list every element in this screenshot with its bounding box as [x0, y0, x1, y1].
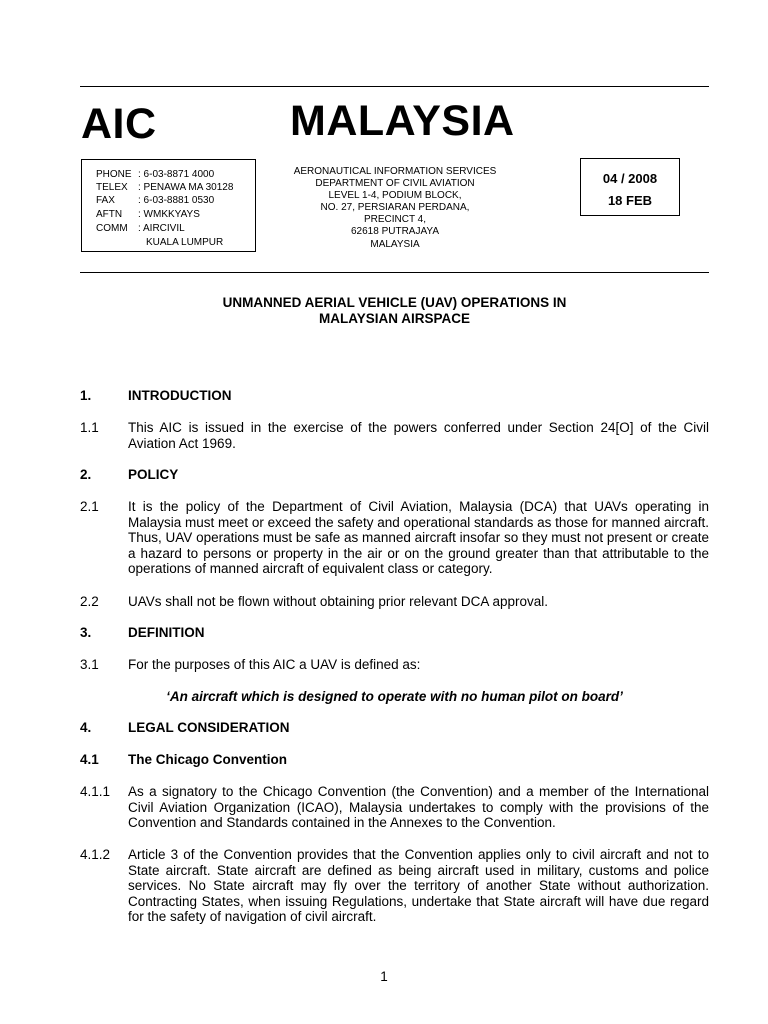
- address-line: NO. 27, PERSIARAN PERDANA,: [320, 202, 470, 214]
- header-bottom-rule: [80, 272, 709, 273]
- page-number: 1: [380, 969, 388, 984]
- uav-definition-quote: ‘An aircraft which is designed to operate with no human pilot on board’: [166, 689, 623, 704]
- subsection-number: 4.1: [80, 752, 99, 767]
- address-line: LEVEL 1-4, PODIUM BLOCK,: [328, 190, 462, 202]
- paragraph-3-1: For the purposes of this AIC a UAV is defined as:: [128, 657, 421, 672]
- address-block: [280, 166, 510, 251]
- paragraph-number: 2.1: [80, 499, 99, 514]
- paragraph-1-1: This AIC is issued in the exercise of the powers conferred under Section 24[O] of the Civil Aviation Act 1969.: [128, 420, 709, 451]
- section-number: 1.: [80, 388, 92, 403]
- document-title: [80, 295, 709, 327]
- section-number: 4.: [80, 720, 92, 735]
- section-heading-definition: DEFINITION: [128, 625, 205, 640]
- aic-title: AIC: [81, 100, 157, 148]
- section-heading-introduction: INTRODUCTION: [128, 388, 232, 403]
- top-rule: [80, 86, 709, 87]
- address-line: AERONAUTICAL INFORMATION SERVICES: [293, 166, 497, 177]
- issue-number: 04 / 2008: [602, 171, 658, 186]
- contact-city: KUALA LUMPUR: [146, 237, 224, 248]
- paragraph-number: 2.2: [80, 594, 99, 609]
- address-line: MALAYSIA: [370, 238, 420, 250]
- address-line: 62618 PUTRAJAYA: [350, 226, 439, 238]
- issue-box: [580, 158, 680, 216]
- section-heading-legal: LEGAL CONSIDERATION: [128, 720, 290, 735]
- address-line: DEPARTMENT OF CIVIL AVIATION: [315, 178, 475, 190]
- paragraph-number: 3.1: [80, 657, 99, 672]
- paragraph-2-1: It is the policy of the Department of Civil Aviation, Malaysia (DCA) that UAVs operating in Malaysia must meet or exceed the safety and operational standards as those for manned aircraft. Thus, UAV operations must be safe as manned aircraft insofar so they must not present or create a hazard to persons or property in the air or on the ground greater than that attributable to the operations of manned aircraft of equivalent class or category.: [128, 499, 709, 576]
- address-line: PRECINCT 4,: [363, 214, 427, 226]
- contact-fax: FAX : 6-03-8881 0530: [96, 195, 215, 206]
- contact-comm: COMM : AIRCIVIL: [96, 223, 185, 234]
- contact-box: [81, 159, 256, 252]
- subsection-heading-chicago: The Chicago Convention: [128, 752, 288, 767]
- paragraph-number: 1.1: [80, 420, 99, 435]
- paragraph-number: 4.1.2: [80, 847, 111, 862]
- section-number: 3.: [80, 625, 92, 640]
- country-title: MALAYSIA: [290, 97, 515, 145]
- section-heading-policy: POLICY: [128, 467, 179, 482]
- paragraph-4-1-1: As a signatory to the Chicago Convention (the Convention) and a member of the International Civil Aviation Organization (ICAO), Malaysia undertakes to comply with the provisions of the Convention and Standards contained in the Annexes to the Convention.: [128, 784, 709, 830]
- title-line-2: MALAYSIAN AIRSPACE: [318, 311, 471, 326]
- paragraph-4-1-2: Article 3 of the Convention provides that the Convention applies only to civil aircraft and not to State aircraft. State aircraft are defined as being aircraft used in military, customs and police services. No State aircraft may fly over the territory of another State without authorization. Contracting States, when issuing Regulations, undertake that State aircraft will have due regard for the safety of navigation of civil aircraft.: [128, 847, 709, 924]
- paragraph-number: 4.1.1: [80, 784, 111, 799]
- contact-aftn: AFTN : WMKKYAYS: [96, 209, 200, 220]
- contact-telex: TELEX : PENAWA MA 30128: [96, 182, 234, 193]
- contact-phone: PHONE : 6-03-8871 4000: [96, 169, 215, 180]
- issue-date: 18 FEB: [607, 193, 653, 208]
- title-line-1: UNMANNED AERIAL VEHICLE (UAV) OPERATIONS IN: [222, 295, 567, 310]
- paragraph-2-2: UAVs shall not be flown without obtaining prior relevant DCA approval.: [128, 594, 548, 609]
- section-number: 2.: [80, 467, 92, 482]
